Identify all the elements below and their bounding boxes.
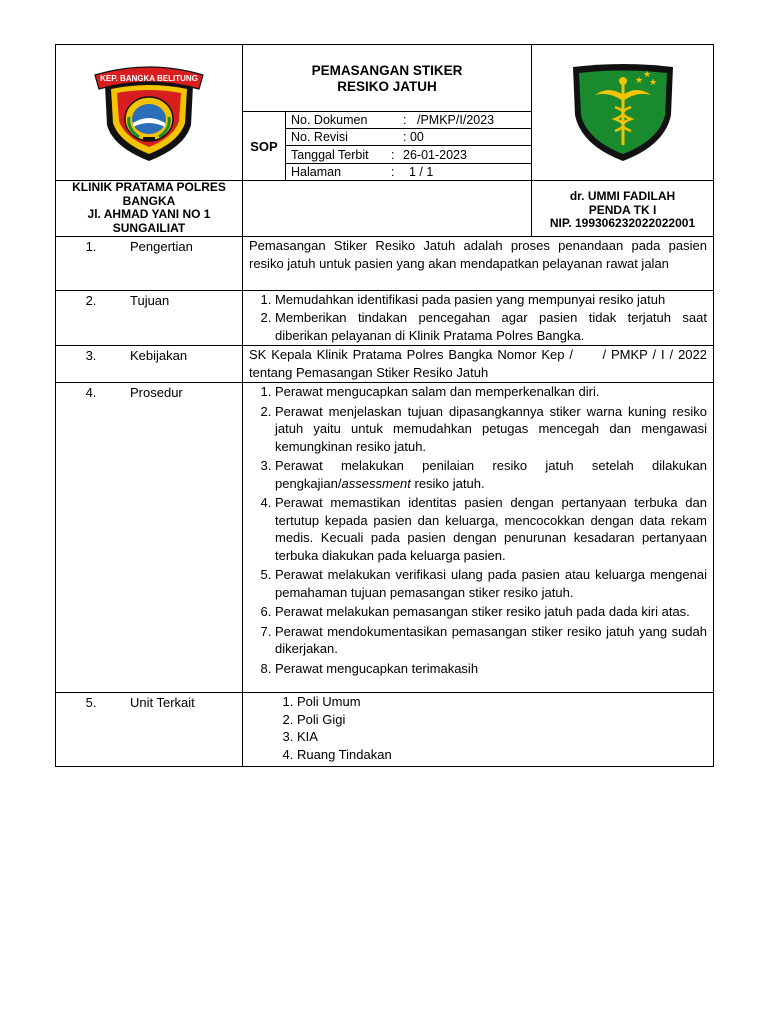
list-item: 2. Perawat menjelaskan tujuan dipasangkannya stiker warna kuning resiko jatuh yaitu untuk memudahkan petugas mencegah dan mengawasi kemungkinan resiko jatuh. — [275, 403, 707, 456]
sop-label: SOP — [243, 112, 286, 181]
list-item: 7. Perawat mendokumentasikan pemasangan stiker resiko jatuh yang sudah dikerjakan. — [275, 623, 707, 658]
section-number: 2. — [85, 293, 97, 308]
list-item: 4. Ruang Tindakan — [297, 746, 707, 764]
section-number: 5. — [85, 695, 97, 710]
meta-row-halaman: Halaman : 1 / 1 — [286, 163, 531, 180]
list-item: 1. Poli Umum — [297, 693, 707, 711]
section-number: 4. — [85, 385, 97, 400]
document-title-text: PEMASANGAN STIKER RESIKO JATUH — [311, 63, 463, 94]
list-item: 1. Memudahkan identifikasi pada pasien yang mempunyai resiko jatuh — [275, 291, 707, 309]
list-item: 4. Perawat memastikan identitas pasien dengan pertanyaan terbuka dan tertutup kepada pasien dan keluarga, mencocokkan dengan data rekam medis. Kecuali pada pasien dengan penurunan kesadaran pertanyaan terbuka diakukan pada keluarga pasien. — [275, 494, 707, 564]
medical-emblem-icon — [565, 55, 681, 165]
prosedur-list — [249, 383, 707, 677]
section-tujuan — [56, 291, 714, 346]
list-item: 6. Perawat melakukan pemasangan stiker resiko jatuh pada dada kiri atas. — [275, 603, 707, 621]
list-item: 1. Perawat mengucapkan salam dan memperkenalkan diri. — [275, 383, 707, 401]
svg-text:★: ★ — [642, 69, 651, 79]
section-unit-terkait — [56, 693, 714, 767]
sop-table — [55, 44, 714, 767]
list-item: 3. KIA — [297, 728, 707, 746]
section-kebijakan — [56, 346, 714, 383]
section-number: 3. — [85, 348, 97, 363]
blank-cell — [243, 181, 532, 237]
meta-row-revisi: No. Revisi : 00 — [286, 129, 531, 146]
document-meta-cell — [286, 112, 532, 181]
section-pengertian — [56, 237, 714, 291]
section-label: Kebijakan — [130, 348, 188, 363]
svg-text:★: ★ — [634, 75, 643, 85]
document-meta — [286, 112, 531, 180]
police-logo-banner: KEP. BANGKA BELITUNG — [100, 74, 198, 83]
pengertian-text: Pemasangan Stiker Resiko Jatuh adalah proses penandaan pada pasien resiko jatuh untuk pasien yang akan mendapatkan pelayanan rawat jalan — [243, 237, 714, 291]
tujuan-list — [249, 291, 707, 345]
list-item: 5. Perawat melakukan verifikasi ulang pada pasien atau keluarga mengenai pemahaman tujuan pemasangan stiker resiko jatuh. — [275, 566, 707, 601]
police-logo-cell — [56, 45, 243, 181]
section-label: Tujuan — [130, 293, 170, 308]
list-item: 8. Perawat mengucapkan terimakasih — [275, 660, 707, 678]
section-label: Pengertian — [130, 239, 193, 254]
meta-row-tanggal: Tanggal Terbit : 26-01-2023 — [286, 146, 531, 163]
meta-row-dokumen: No. Dokumen : /PMKP/I/2023 — [286, 112, 531, 129]
list-item: 3. Perawat melakukan penilaian resiko jatuh setelah dilakukan pengkajian/assessment resiko jatuh. — [275, 457, 707, 492]
section-label: Prosedur — [130, 385, 183, 400]
svg-text:★: ★ — [648, 77, 657, 87]
signatory: dr. UMMI FADILAH PENDA TK I NIP. 199306232022022001 — [532, 181, 714, 237]
section-label: Unit Terkait — [130, 695, 195, 710]
police-emblem-icon — [89, 55, 209, 165]
list-item: 2. Poli Gigi — [297, 711, 707, 729]
document-title — [243, 45, 532, 112]
section-prosedur — [56, 383, 714, 693]
list-item: 2. Memberikan tindakan pencegahan agar pasien tidak terjatuh saat diberikan pelayanan di Klinik Pratama Polres Bangka. — [275, 309, 707, 345]
medical-logo-cell — [532, 45, 714, 181]
clinic-info: KLINIK PRATAMA POLRES BANGKA Jl. AHMAD YANI NO 1 SUNGAILIAT — [56, 181, 243, 237]
unit-list — [249, 693, 707, 763]
sop-document — [55, 44, 713, 767]
section-number: 1. — [85, 239, 97, 254]
kebijakan-text: SK Kepala Klinik Pratama Polres Bangka Nomor Kep / / PMKP / I / 2022 tentang Pemasangan Stiker Resiko Jatuh — [243, 346, 714, 383]
